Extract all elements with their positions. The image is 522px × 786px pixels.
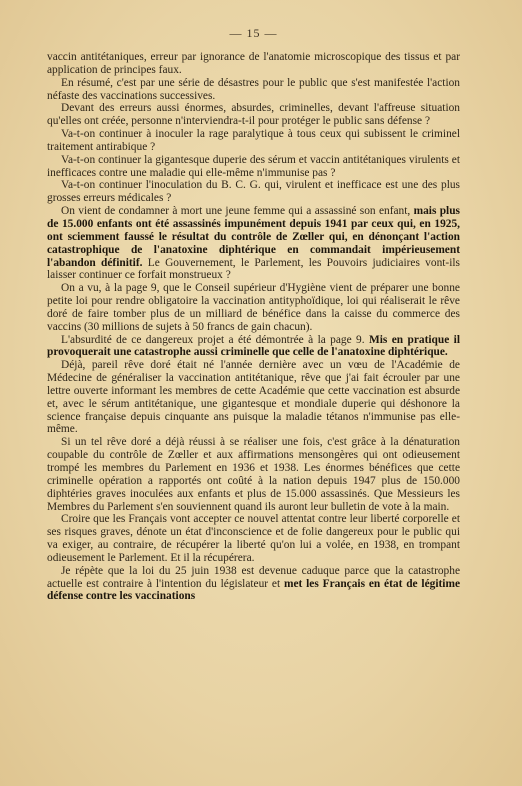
paragraph-text: Le Gouvernement, le Parlement, les Pouvoirs judiciaires vont-ils laisser continuer ce forfait monstrueux ? [47,256,460,282]
paragraph-3 [47,102,460,128]
paragraph-4 [47,128,460,154]
paragraph-8 [47,282,460,333]
page-number: — 15 — [229,26,278,40]
paragraph-text: Déjà, pareil rêve doré était né l'année dernière avec un vœu de l'Académie de Médecine de généraliser la vaccination antitétanique, rêve que j'ai fait écrouler par une lettre ouverte informant les membres de cette Académie que cette vaccination est absurde et, avec le sérum antitétanique, une gigantesque et mondiale duperie qui déshonore la science française depuis cinquante ans puisque la maladie tétanos n'immunise pas elle-même. [47,359,460,436]
paragraph-1 [47,51,460,77]
paragraph-12 [47,513,460,564]
paragraph-text: L'absurdité de ce dangereux projet a été démontrée à la page 9. [61,333,369,346]
paragraph-13 [47,565,460,604]
paragraph-6 [47,179,460,205]
paragraph-9 [47,334,460,360]
paragraph-text: Si un tel rêve doré a déjà réussi à se réaliser une fois, c'est grâce à la dénaturation coupable du contrôle de Zœller et aux affirmations mensongères qui ont odieusement trompé les membres du Parlement en 1936 et 1938. Les énormes bénéfices que cette criminelle opération a rapportés ont coûté à la nation depuis 1947 plus de 150.000 diphtéries graves inoculées aux enfants et plus de 15.000 assassinés. Que Messieurs les Membres du Parlement s'en souviennent quand ils auront leur bulletin de vote à la main. [47,436,460,513]
emphasis-text: met les Français en état de légitime défense contre les vaccinations [47,577,460,603]
paragraph-text: En résumé, c'est par une série de désastres pour le public que s'est manifestée l'action néfaste des vaccinations successives. [47,76,460,102]
paragraph-2 [47,77,460,103]
paragraph-text: Va-t-on continuer la gigantesque duperie des sérum et vaccin antitétaniques virulents et inefficaces contre une maladie qui elle-même n'immunise pas ? [47,153,460,179]
paragraph-text: On a vu, à la page 9, que le Conseil supérieur d'Hygiène vient de préparer une bonne petite loi pour rendre obligatoire la vaccination antityphoïdique, loi qui réaliserait le rêve doré de faire tomber plus de un milliard de bénéfice dans la caisse du commerce des vaccins (30 millions de sujets à 50 francs de gain chacun). [47,282,460,333]
emphasis-text: Mis en pratique il provoquerait une catastrophe aussi criminelle que celle de l'anatoxine diphtérique. [47,333,460,359]
emphasis-text: mais plus de 15.000 enfants ont été assassinés impunément depuis 1941 par ceux qui, en 1925, ont sciemment faussé le résultat du contrôle de Zœller qui, en dénonçant l'action catastrophique de l'anatoxine diphtérique en commandait impérieusement l'abandon définitif. [47,205,460,269]
paragraph-text: Va-t-on continuer à inoculer la rage paralytique à tous ceux qui subissent le criminel traitement antirabique ? [47,128,460,153]
paragraph-text: Croire que les Français vont accepter ce nouvel attentat contre leur liberté corporelle et ses risques graves, dénote un état d'inconscience et de folie dangereux pour le public qui va exiger, au contraire, de récupérer la liberté qu'on lui a volée, en 1938, en trompant odieusement le Parlement. Et il la récupérera. [47,513,460,564]
paragraph-text: Devant des erreurs aussi énormes, absurdes, criminelles, devant l'affreuse situation qu'elles ont créée, personne n'interviendra-t-il pour protéger le public sans défense ? [47,102,460,128]
paragraph-10 [47,359,460,436]
paragraph-11 [47,436,460,513]
body-text [47,51,460,603]
paragraph-text: vaccin antitétaniques, erreur par ignorance de l'anatomie microscopique des tissus et par application de principes faux. [47,51,460,76]
paragraph-7 [47,205,460,282]
paragraph-text: Je répète que la loi du 25 juin 1938 est devenue caduque parce que la catastrophe actuelle est contraire à l'intention du législateur et [47,564,460,590]
paragraph-text: On vient de condamner à mort une jeune femme qui a assassiné son enfant, [61,205,414,218]
paragraph-text: Va-t-on continuer l'inoculation du B. C. G. qui, virulent et inefficace est une des plus grosses erreurs médicales ? [47,179,460,205]
paragraph-5 [47,154,460,180]
